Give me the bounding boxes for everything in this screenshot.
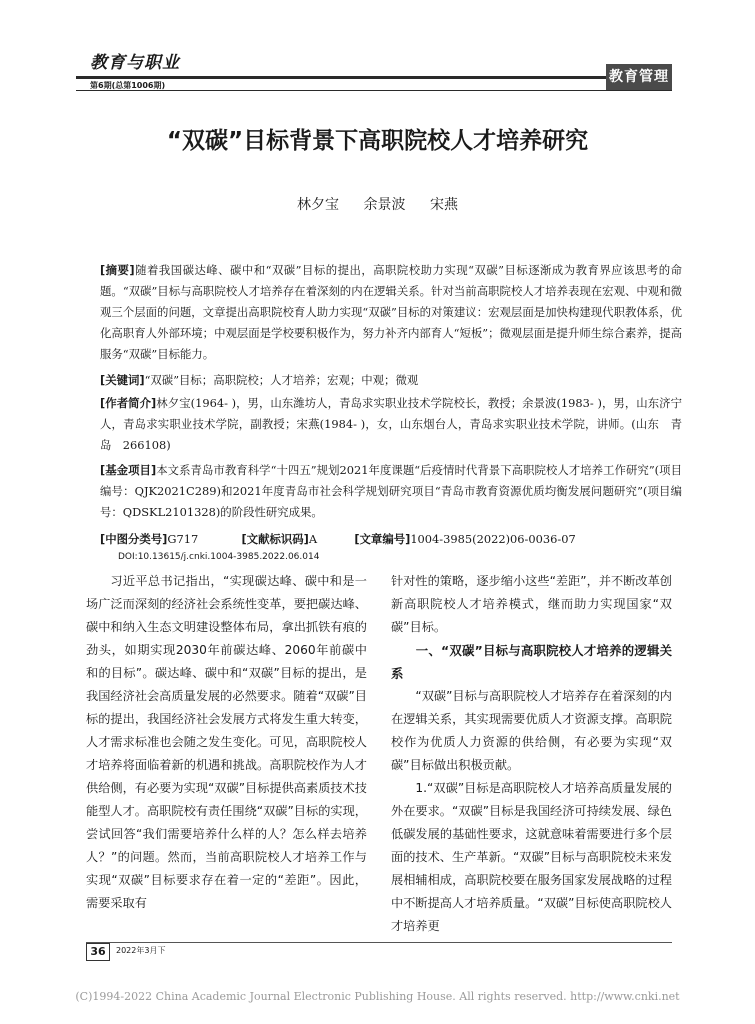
- clc-label: [中图分类号]: [100, 532, 168, 546]
- body-paragraph: 针对性的策略，逐步缩小这些“差距”，并不断改革创新高职院校人才培养模式，继而助力实现国家“双碳”目标。: [391, 574, 672, 634]
- abstract-label: [摘要]: [100, 263, 135, 277]
- abstract-text: 随着我国碳达峰、碳中和“双碳”目标的提出，高职院校助力实现“双碳”目标逐渐成为教育界应该思考的命题。“双碳”目标与高职院校人才培养存在着深刻的内在逻辑关系。针对当前高职院校人才培养表现在宏观、中观和微观三个层面的问题，文章提出高职院校育人助力实现“双碳”目标的对策建议：宏观层面是加快构建现代职教体系，优化高职育人外部环境；中观层面是学校要积极作为，努力补齐内部育人“短板”；微观层面是提升师生综合素养，提高服务“双碳”目标能力。: [100, 263, 682, 361]
- author-name: 林夕宝: [297, 197, 340, 213]
- author-intro: [100, 393, 682, 456]
- fund-text: 本文系青岛市教育科学“十四五”规划2021年度课题“后疫情时代背景下高职院校人才培养工作研究”(项目编号：QJK2021C289)和2021年度青岛市社会科学规划研究项目“青岛市教育资源优质均衡发展问题研究”(项目编号：QDSKL2101328)的阶段性研究成果。: [100, 463, 682, 519]
- author-name: 余景波: [363, 197, 406, 213]
- keywords-text: “双碳”目标；高职院校；人才培养；宏观；中观；微观: [144, 373, 419, 387]
- header-rule-thin: [76, 90, 672, 91]
- article-number-label: [文章编号]: [354, 532, 411, 546]
- author-intro-label: [作者简介]: [100, 396, 157, 410]
- keywords: [100, 370, 682, 391]
- doc-code-label: [文献标识码]: [241, 532, 309, 546]
- body-paragraph: 1.“双碳”目标是高职院校人才培养高质量发展的外在要求。“双碳”目标是我国经济可持续发展、绿色低碳发展的基础性要求，这就意味着需要进行多个层面的技术、生产革新。“双碳”目标与高职院校未来发展相辅相成，高职院校要在服务国家发展战略的过程中不断提高人才培养质量。“双碳”目标使高职院校人才培养更: [391, 781, 672, 933]
- keywords-label: [关键词]: [100, 373, 145, 387]
- body-left-column: [86, 570, 367, 915]
- doi: DOI:10.13615/j.cnki.1004-3985.2022.06.014: [118, 552, 320, 562]
- body-paragraph: 习近平总书记指出，“实现碳达峰、碳中和是一场广泛而深刻的经济社会系统性变革，要把碳达峰、碳中和纳入生态文明建设整体布局，拿出抓铁有痕的劲头，如期实现2030年前碳达峰、2060年前碳中和的目标”。碳达峰、碳中和“双碳”目标的提出，是我国经济社会高质量发展的必然要求。随着“双碳”目标的提出，我国经济社会发展方式将发生重大转变，人才需求标准也会随之发生变化。可见，高职院校人才培养将面临着新的机遇和挑战。高职院校作为人才供给侧，有必要为实现“双碳”目标提供高素质技术技能型人才。高职院校有责任围绕“双碳”目标的实现，尝试回答“我们需要培养什么样的人？怎么样去培养人？”的问题。然而，当前高职院校人才培养工作与实现“双碳”目标要求存在着一定的“差距”。因此，需要采取有: [86, 574, 367, 910]
- section-tag: 教育管理: [606, 64, 672, 90]
- clc-value: G717: [167, 532, 199, 546]
- doc-code-value: A: [308, 532, 318, 546]
- body-right-column: [391, 570, 672, 938]
- header-rule: [76, 76, 672, 79]
- article-number-value: 1004-3985(2022)06-0036-07: [410, 532, 576, 546]
- author-list: [0, 194, 755, 214]
- author-intro-text: 林夕宝(1964- )，男，山东潍坊人，青岛求实职业技术学院校长，教授；余景波(1983- )，男，山东济宁人，青岛求实职业技术学院，副教授；宋燕(1984- )，女，山东烟台人，青岛求实职业技术学院，讲师。(山东 青岛 266108): [100, 396, 682, 452]
- body-paragraph: “双碳”目标与高职院校人才培养存在着深刻的内在逻辑关系，其实现需要优质人才资源支撑。高职院校作为优质人力资源的供给侧，有必要为实现“双碳”目标做出积极贡献。: [391, 689, 672, 772]
- fund-label: [基金项目]: [100, 463, 157, 477]
- publication-date: 2022年3月下: [116, 946, 166, 955]
- abstract: [100, 260, 682, 365]
- journal-logo: 教育与职业: [90, 53, 180, 73]
- classification-row: [100, 531, 682, 547]
- section-heading: 一、“双碳”目标与高职院校人才培养的逻辑关系: [391, 643, 672, 681]
- author-name: 宋燕: [429, 197, 458, 213]
- article-title: “双碳”目标背景下高职院校人才培养研究: [166, 128, 589, 154]
- copyright-watermark: (C)1994-2022 China Academic Journal Electronic Publishing House. All rights reserved. http://www.cnki.net: [75, 990, 680, 1003]
- fund-project: [100, 460, 682, 523]
- page-number: 36: [86, 943, 110, 961]
- footer-rule: [86, 942, 672, 943]
- issue-number: 第6期(总第1006期): [90, 81, 166, 90]
